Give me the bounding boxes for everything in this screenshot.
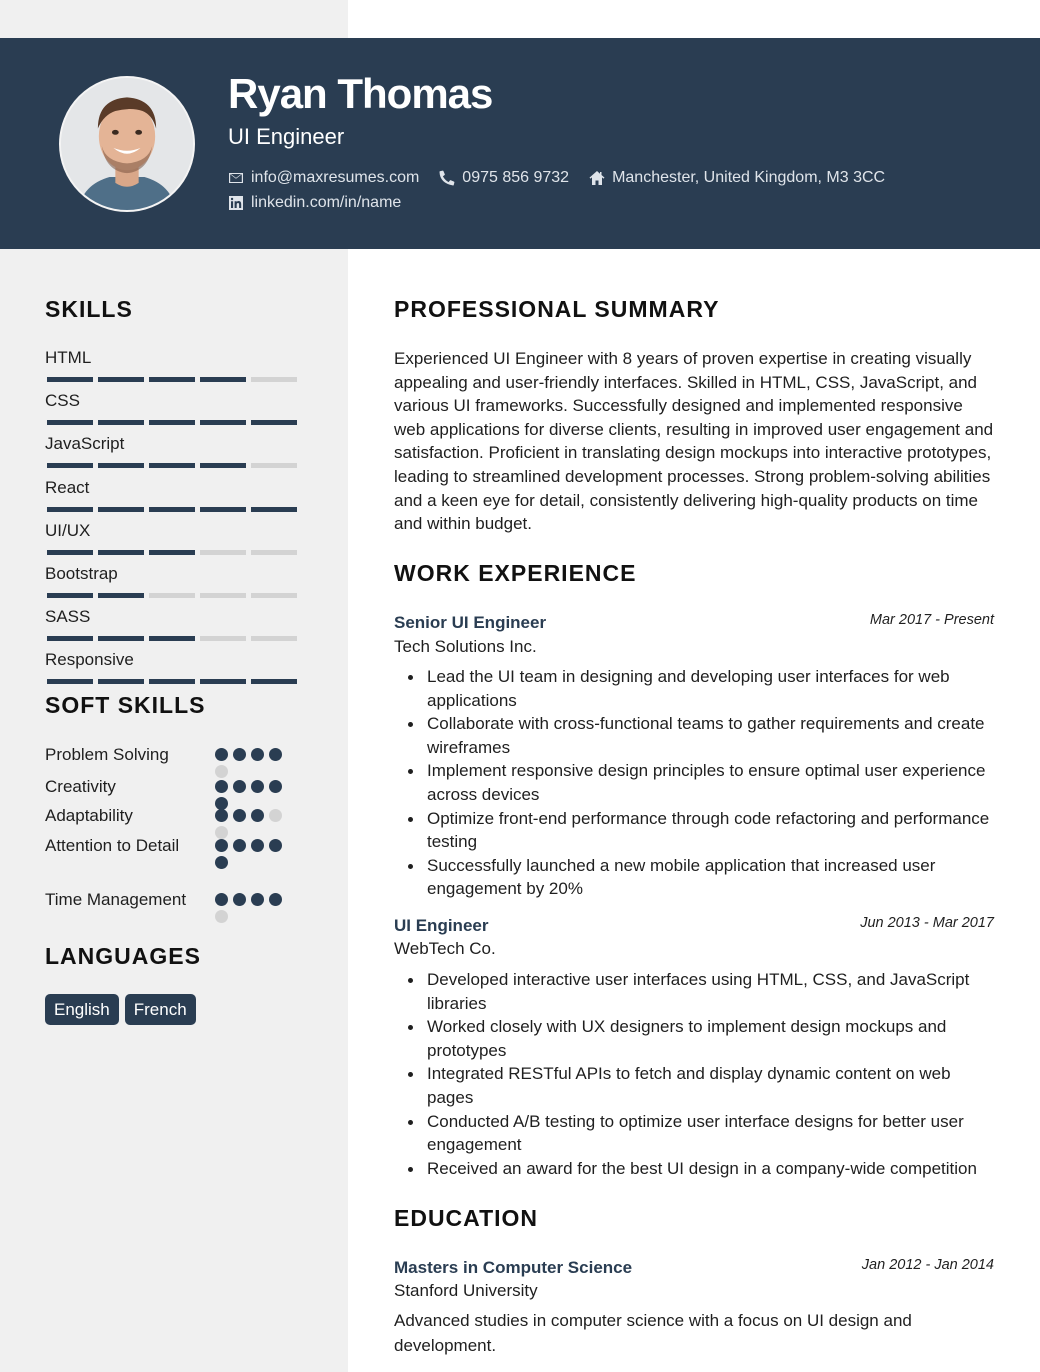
- contact-linkedin[interactable]: [228, 194, 401, 212]
- rating-dot: [215, 839, 228, 852]
- rating-dot: [269, 780, 282, 793]
- soft-skill-name: Time Management: [45, 890, 187, 909]
- rating-dot: [215, 780, 228, 793]
- skill-name: Bootstrap: [45, 564, 118, 583]
- contact-email[interactable]: [228, 169, 419, 187]
- skill-level-bar: [47, 593, 297, 598]
- job-role: UI Engineer: [394, 916, 489, 935]
- education-description: Advanced studies in computer science with a focus on UI design and development.: [394, 1311, 912, 1355]
- job-company: Tech Solutions Inc.: [394, 637, 537, 656]
- education-heading: EDUCATION: [394, 1205, 539, 1231]
- envelope-icon: [228, 170, 244, 186]
- job-bullet: Collaborate with cross-functional teams to gather requirements and create wireframes: [427, 712, 1001, 759]
- skill-level-segment: [47, 593, 93, 598]
- contact-address: [589, 169, 885, 187]
- skill-level-segment: [251, 636, 297, 641]
- rating-dot: [215, 826, 228, 839]
- soft-skill-rating: [215, 839, 290, 869]
- skill-level-bar: [47, 679, 297, 684]
- skill-name: React: [45, 477, 90, 497]
- skill-level-segment: [149, 377, 195, 382]
- rating-dot: [251, 893, 264, 906]
- skill-level-bar: [47, 377, 297, 382]
- skill-level-segment: [251, 593, 297, 598]
- phone-text: 0975 856 9732: [462, 169, 570, 186]
- job-date: Mar 2017 - Present: [869, 612, 994, 628]
- skill-level-segment: [98, 550, 144, 555]
- skill-level-bar: [47, 550, 297, 555]
- skill-level-segment: [47, 507, 93, 512]
- skill-name: SASS: [45, 607, 91, 627]
- rating-dot: [251, 748, 264, 761]
- skill-level-segment: [149, 550, 195, 555]
- skill-name: JavaScript: [45, 434, 125, 454]
- skill-level-segment: [251, 463, 297, 468]
- phone-icon: [439, 170, 455, 186]
- skill-level-segment: [149, 593, 195, 598]
- education-date: Jan 2012 - Jan 2014: [861, 1257, 994, 1273]
- skills-heading: SKILLS: [45, 296, 133, 322]
- skill-level-segment: [47, 550, 93, 555]
- soft-skill-name: Adaptability: [45, 806, 133, 825]
- job-bullet: Developed interactive user interfaces using HTML, CSS, and JavaScript libraries: [427, 968, 1001, 1015]
- skill-level-segment: [251, 377, 297, 382]
- soft-skill-name: Problem Solving: [45, 745, 169, 764]
- job-bullets: [427, 968, 1001, 1180]
- experience-heading: WORK EXPERIENCE: [394, 560, 637, 586]
- language-tag: French: [125, 994, 196, 1025]
- skill-name: UI/UX: [45, 520, 91, 540]
- skill-level-segment: [200, 550, 246, 555]
- rating-dot: [215, 910, 228, 923]
- skill-level-segment: [47, 636, 93, 641]
- rating-dot: [269, 748, 282, 761]
- skill-level-segment: [200, 636, 246, 641]
- skill-level-segment: [251, 679, 297, 684]
- skill-level-segment: [200, 377, 246, 382]
- candidate-title: UI Engineer: [228, 124, 345, 149]
- candidate-name: Ryan Thomas: [228, 70, 493, 117]
- skill-level-segment: [47, 679, 93, 684]
- home-icon: [589, 170, 605, 186]
- rating-dot: [269, 839, 282, 852]
- job-bullet: Implement responsive design principles to ensure optimal user experience across devices: [427, 759, 1001, 806]
- soft-skill-rating: [215, 809, 290, 839]
- skill-level-segment: [98, 679, 144, 684]
- skill-level-segment: [149, 636, 195, 641]
- profile-photo: [59, 76, 195, 212]
- contact-phone[interactable]: [439, 169, 569, 187]
- summary-text: Experienced UI Engineer with 8 years of proven expertise in creating visually appealing and user-friendly interfaces. Skilled in HTML, CSS, JavaScript, and various UI frameworks. Successfully designed and implemented responsive web applications for diverse clients, resulting in improved user engagement and satisfaction. Proficient in translating design mockups into interactive prototypes, leading to streamlined development processes. Strong problem-solving abilities and a keen eye for detail, consistently delivering high-quality products on time and within budget.: [394, 349, 994, 534]
- rating-dot: [215, 893, 228, 906]
- skill-level-bar: [47, 636, 297, 641]
- job-bullet: Successfully launched a new mobile application that increased user engagement by 20%: [427, 854, 1001, 901]
- skill-level-segment: [149, 420, 195, 425]
- linkedin-icon: [228, 195, 244, 211]
- rating-dot: [233, 809, 246, 822]
- rating-dot: [233, 780, 246, 793]
- skill-level-segment: [200, 507, 246, 512]
- soft-skill-rating: [215, 893, 290, 923]
- skill-level-segment: [200, 679, 246, 684]
- skill-level-segment: [98, 463, 144, 468]
- rating-dot: [215, 809, 228, 822]
- rating-dot: [233, 839, 246, 852]
- skill-level-segment: [149, 463, 195, 468]
- address-text: Manchester, United Kingdom, M3 3CC: [612, 169, 886, 186]
- rating-dot: [269, 809, 282, 822]
- linkedin-text: linkedin.com/in/name: [251, 194, 402, 211]
- skill-level-segment: [98, 420, 144, 425]
- skill-level-segment: [251, 507, 297, 512]
- contact-row-primary: [228, 167, 885, 189]
- skill-level-segment: [200, 593, 246, 598]
- soft-skill-name: Creativity: [45, 777, 116, 796]
- skill-level-segment: [98, 377, 144, 382]
- job-role: Senior UI Engineer: [394, 613, 547, 632]
- rating-dot: [233, 893, 246, 906]
- skill-level-segment: [98, 636, 144, 641]
- skill-level-segment: [149, 679, 195, 684]
- skill-level-segment: [98, 507, 144, 512]
- rating-dot: [233, 748, 246, 761]
- skill-name: CSS: [45, 391, 80, 411]
- skill-level-segment: [149, 507, 195, 512]
- job-bullet: Received an award for the best UI design in a company-wide competition: [427, 1157, 1001, 1181]
- skill-name: HTML: [45, 348, 92, 367]
- skill-level-segment: [200, 463, 246, 468]
- skill-level-bar: [47, 420, 297, 425]
- education-school: Stanford University: [394, 1281, 538, 1300]
- skill-level-segment: [47, 420, 93, 425]
- email-text: info@maxresumes.com: [251, 169, 420, 186]
- rating-dot: [269, 893, 282, 906]
- skill-level-bar: [47, 463, 297, 468]
- job-date: Jun 2013 - Mar 2017: [860, 915, 994, 931]
- job-bullets: [427, 665, 1001, 901]
- language-tag: English: [45, 994, 119, 1025]
- soft-skill-name: Attention to Detail: [45, 836, 180, 855]
- rating-dot: [251, 839, 264, 852]
- skill-level-segment: [47, 377, 93, 382]
- languages-heading: LANGUAGES: [45, 943, 201, 969]
- job-bullet: Worked closely with UX designers to implement design mockups and prototypes: [427, 1015, 1001, 1062]
- skill-level-bar: [47, 507, 297, 512]
- summary-heading: PROFESSIONAL SUMMARY: [394, 296, 720, 322]
- skill-name: Responsive: [45, 650, 134, 670]
- rating-dot: [251, 780, 264, 793]
- job-bullet: Lead the UI team in designing and developing user interfaces for web applications: [427, 665, 1001, 712]
- job-company: WebTech Co.: [394, 939, 496, 958]
- soft-skills-heading: SOFT SKILLS: [45, 692, 206, 718]
- contact-row-secondary: [228, 192, 401, 214]
- rating-dot: [215, 765, 228, 778]
- avatar-illustration: [61, 78, 193, 210]
- skill-level-segment: [251, 550, 297, 555]
- skill-level-segment: [200, 420, 246, 425]
- job-bullet: Conducted A/B testing to optimize user interface designs for better user engagement: [427, 1110, 1001, 1157]
- rating-dot: [215, 748, 228, 761]
- job-bullet: Optimize front-end performance through code refactoring and performance testing: [427, 807, 1001, 854]
- rating-dot: [251, 809, 264, 822]
- soft-skill-rating: [215, 780, 290, 810]
- rating-dot: [215, 856, 228, 869]
- skill-level-segment: [251, 420, 297, 425]
- skill-level-segment: [98, 593, 144, 598]
- education-degree: Masters in Computer Science: [394, 1258, 633, 1277]
- languages-list: [45, 994, 196, 1025]
- job-bullet: Integrated RESTful APIs to fetch and display dynamic content on web pages: [427, 1062, 1001, 1109]
- skill-level-segment: [47, 463, 93, 468]
- soft-skill-rating: [215, 748, 290, 778]
